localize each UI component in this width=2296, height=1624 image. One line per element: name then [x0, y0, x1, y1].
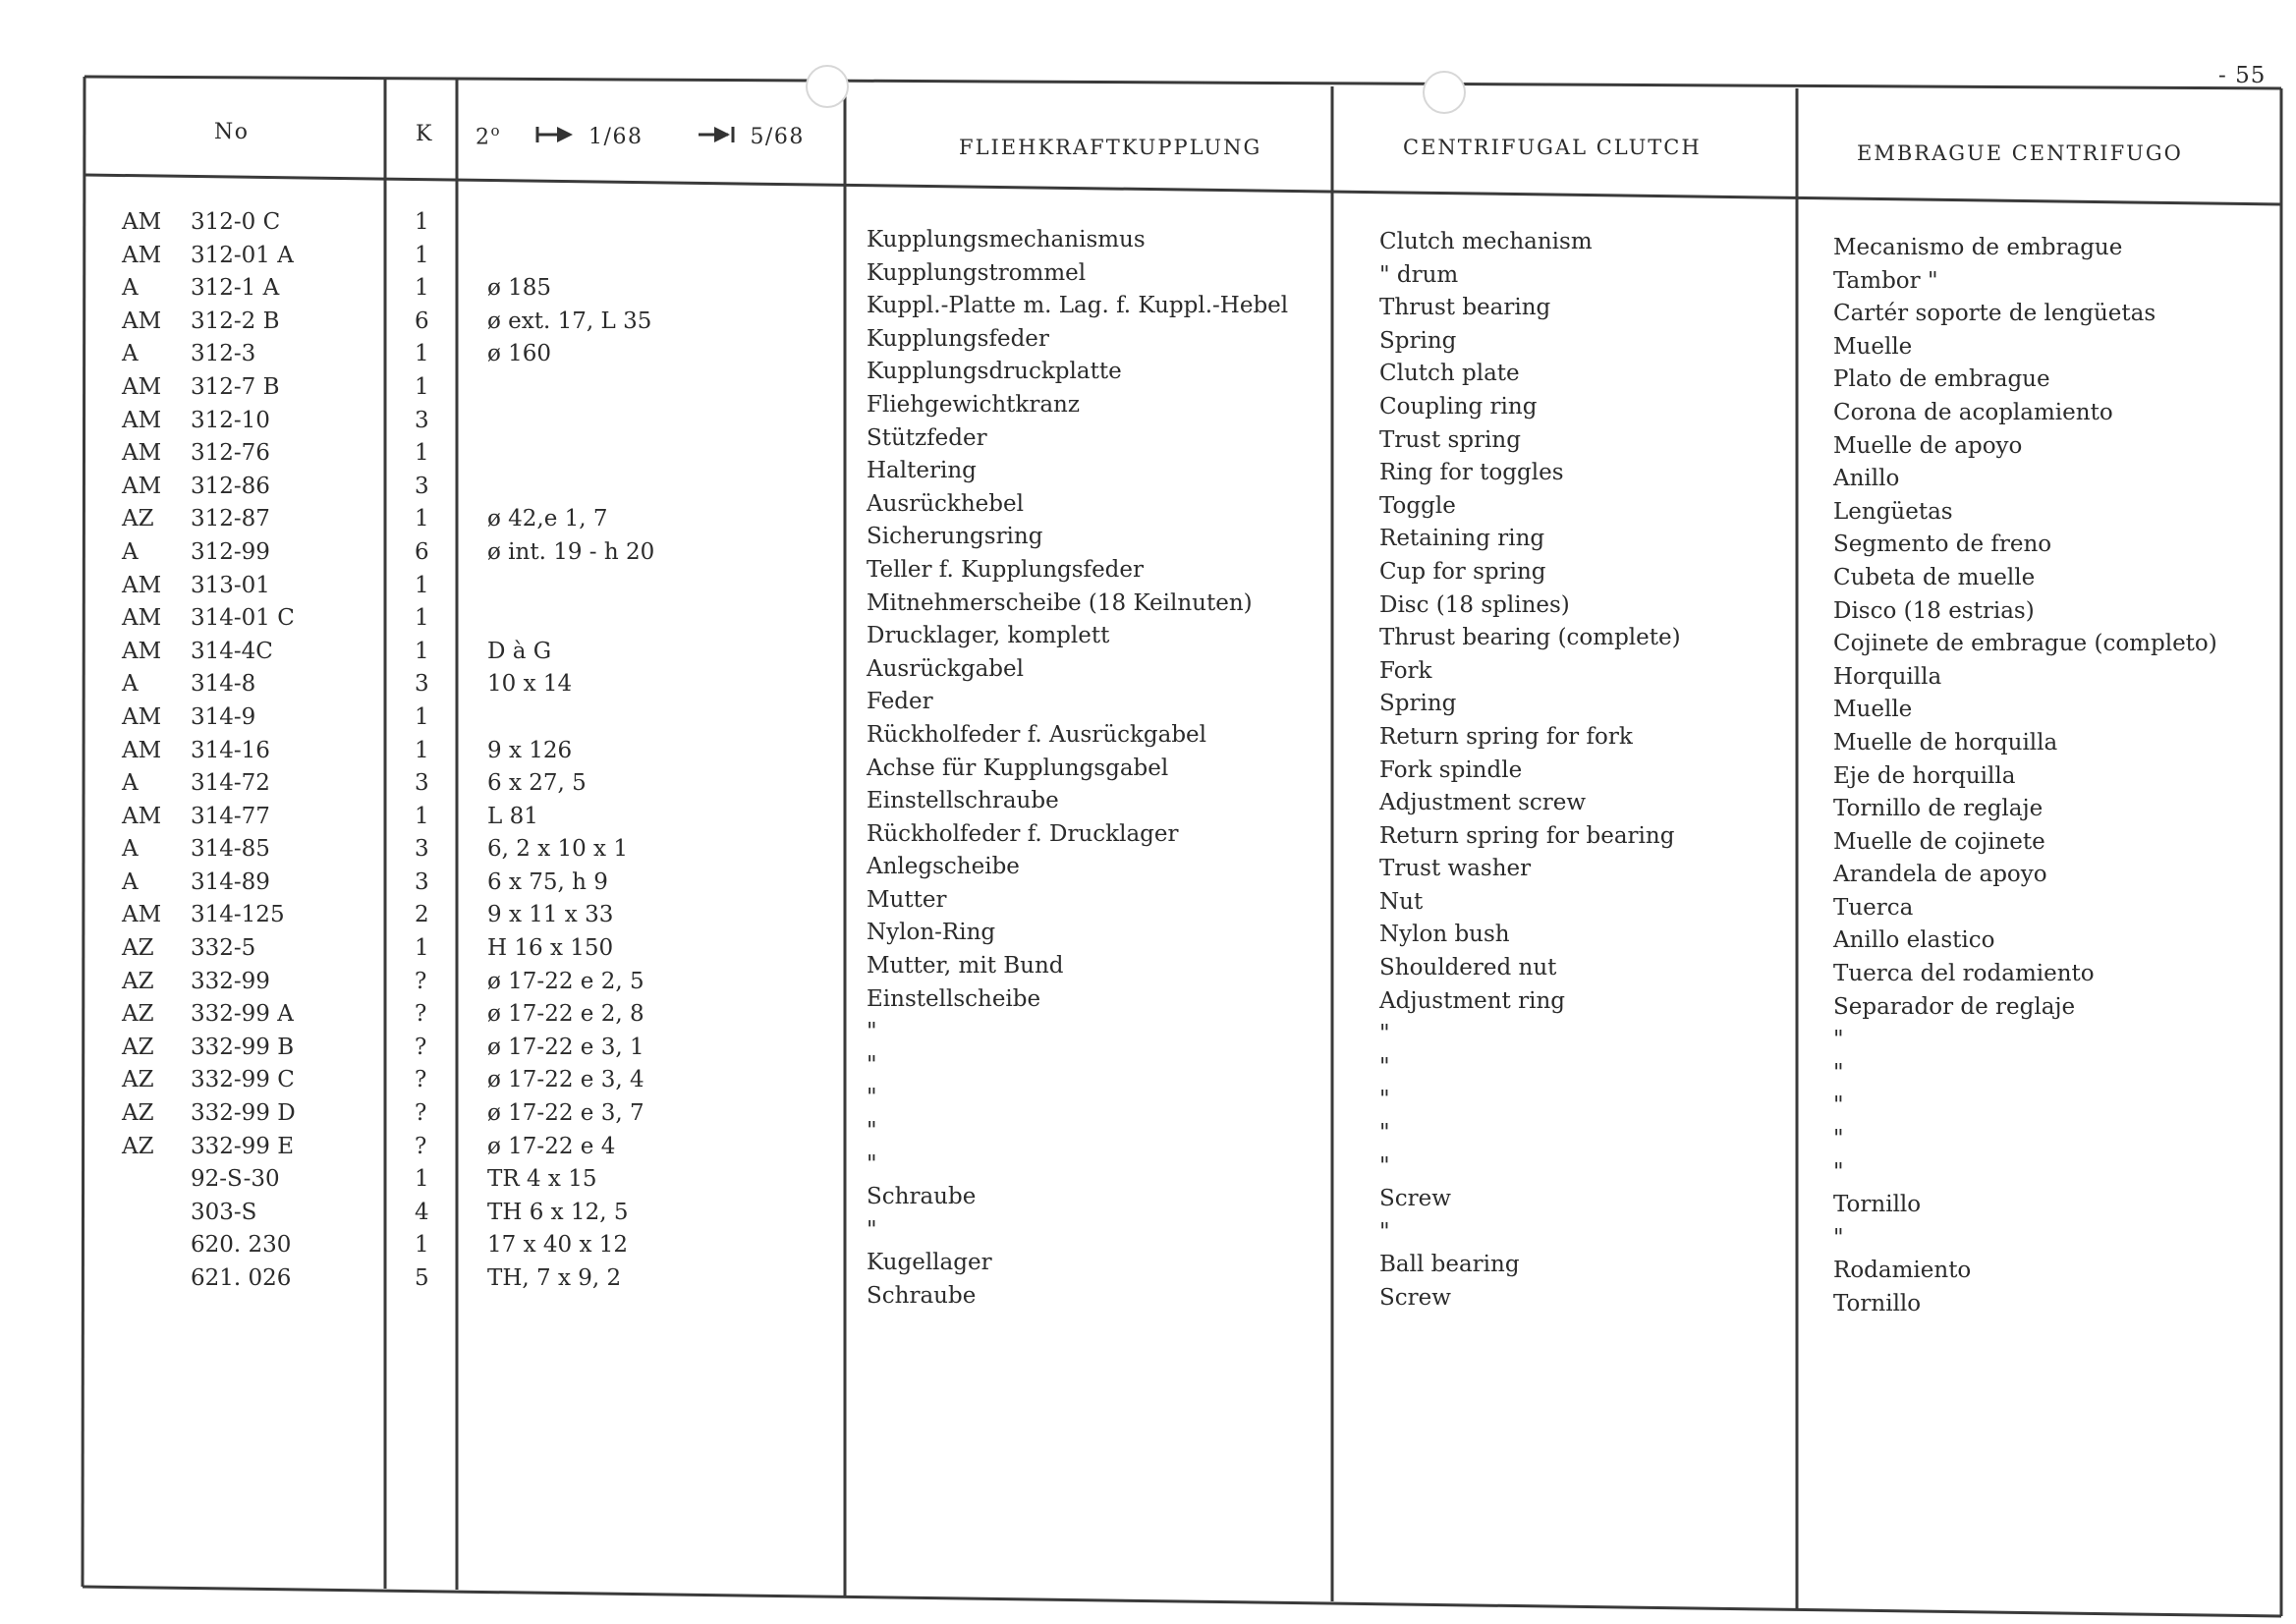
part-prefix: AM [122, 473, 162, 499]
table-row-part-number [122, 867, 296, 900]
part-number: 314-16 [191, 737, 270, 763]
quantity-cell: 4 [415, 1199, 429, 1225]
dimension-cell: D à G [487, 638, 552, 664]
part-number: 314-89 [191, 868, 270, 895]
dimension-cell [487, 437, 654, 471]
english-description: " [1379, 1120, 1390, 1147]
quantity-cell: 1 [415, 703, 429, 730]
german-description: Anlegscheibe [867, 854, 1020, 880]
dimension-cell: 9 x 126 [487, 737, 573, 763]
column-spanish [1833, 232, 2217, 1321]
quantity-cell: 1 [415, 1166, 429, 1193]
part-prefix: A [122, 538, 139, 565]
spanish-description: Plato de embrague [1833, 366, 2050, 393]
spanish-description: " [1833, 1092, 1844, 1119]
table-row-part-number [122, 503, 296, 536]
model-ref-end: 5/68 [750, 125, 805, 150]
english-description: Trust washer [1379, 856, 1532, 882]
german-description: Feder [867, 689, 933, 715]
german-description: Teller f. Kupplungsfeder [867, 556, 1145, 583]
table-row-part-number [122, 735, 296, 768]
german-description: Rückholfeder f. Drucklager [867, 820, 1179, 847]
part-number: 312-2 B [191, 308, 280, 334]
quantity-cell: 1 [415, 572, 429, 598]
quantity-cell: 3 [415, 868, 429, 895]
quantity-cell: 3 [415, 671, 429, 698]
part-prefix: A [122, 671, 139, 698]
english-description: Nut [1379, 888, 1424, 915]
dimension-cell: ø 17-22 e 2, 8 [487, 1001, 644, 1028]
quantity-cell: ? [415, 1067, 427, 1093]
dimension-cell [487, 405, 654, 438]
english-description: Thrust bearing (complete) [1379, 625, 1681, 651]
table-row-part-number [122, 636, 296, 669]
german-description: " [867, 1216, 877, 1243]
quantity-cell: 3 [415, 407, 429, 433]
english-description: Screw [1379, 1186, 1451, 1212]
quantity-cell: 6 [415, 308, 429, 334]
part-number: 312-76 [191, 440, 270, 467]
dimension-cell: ø 160 [487, 341, 552, 367]
dimension-cell: ø 17-22 e 3, 4 [487, 1067, 644, 1093]
quantity-cell: 1 [415, 440, 429, 467]
quantity-cell: 3 [415, 473, 429, 499]
quantity-cell: ? [415, 1034, 427, 1060]
table-row-part-number [122, 371, 296, 405]
table-row-part-number [122, 570, 296, 603]
header-model [476, 122, 805, 151]
table-row-part-number [122, 833, 296, 867]
dimension-cell: ø 185 [487, 275, 552, 302]
part-number: 312-86 [191, 473, 270, 499]
header-bottom-line [84, 175, 2281, 204]
header-spanish: EMBRAGUE CENTRIFUGO [1857, 141, 2183, 165]
german-description: Einstellschraube [867, 788, 1059, 814]
german-description: Kuppl.-Platte m. Lag. f. Kuppl.-Hebel [867, 293, 1289, 319]
english-description: Spring [1379, 327, 1457, 354]
dimension-cell [487, 602, 654, 636]
part-number: 312-7 B [191, 373, 280, 400]
frame-top-line [84, 77, 2281, 88]
dimension-cell [487, 701, 654, 735]
quantity-cell: 5 [415, 1265, 429, 1291]
part-prefix: AM [122, 242, 162, 268]
part-number: 303-S [191, 1199, 257, 1225]
table-row-part-number [122, 437, 296, 471]
part-prefix: AM [122, 703, 162, 730]
table-row-part-number [122, 338, 296, 371]
german-description: " [867, 1019, 877, 1045]
spanish-description: Lengüetas [1833, 498, 1953, 525]
german-description: Stützfeder [867, 424, 987, 451]
english-description: Spring [1379, 691, 1457, 717]
spanish-description: " [1833, 1027, 1844, 1053]
quantity-cell: 1 [415, 803, 429, 829]
german-description: Kupplungsfeder [867, 325, 1049, 352]
header-k: K [416, 122, 433, 146]
dimension-cell: ø 42,e 1, 7 [487, 506, 608, 532]
column-german [867, 224, 1288, 1314]
spanish-description: Muelle de horquilla [1833, 729, 2058, 756]
spanish-description: Tornillo [1833, 1192, 1922, 1218]
part-prefix: AZ [122, 935, 154, 962]
spanish-description: Tuerca del rodamiento [1833, 961, 2095, 987]
german-description: Ausrückgabel [867, 655, 1024, 682]
part-number: 312-99 [191, 538, 270, 565]
dimension-cell [487, 240, 654, 273]
dimension-cell [487, 471, 654, 504]
part-prefix: A [122, 836, 139, 863]
spanish-description: Cubeta de muelle [1833, 564, 2036, 590]
table-row-part-number [122, 306, 296, 339]
dimension-cell: ø int. 19 - h 20 [487, 538, 655, 565]
part-number: 314-4C [191, 638, 273, 664]
spanish-description: " [1833, 1126, 1844, 1152]
model-prefix: 2 [476, 125, 491, 150]
english-description: Clutch plate [1379, 361, 1520, 387]
part-number: 332-5 [191, 935, 256, 962]
part-prefix: AM [122, 803, 162, 829]
table-row-part-number [122, 701, 296, 735]
english-description: Adjustment ring [1379, 987, 1565, 1014]
part-number: 312-10 [191, 407, 270, 433]
table-row-part-number [122, 1262, 296, 1296]
table-row-part-number [122, 206, 296, 240]
english-description: " [1379, 1053, 1390, 1080]
header-german: FLIEHKRAFTKUPPLUNG [959, 136, 1262, 159]
english-description: " [1379, 1218, 1390, 1245]
german-description: Einstellscheibe [867, 985, 1041, 1012]
quantity-cell: 1 [415, 373, 429, 400]
part-prefix: AZ [122, 1001, 154, 1028]
table-row-part-number [122, 1131, 296, 1164]
table-row-part-number [122, 767, 296, 801]
german-description: Kupplungstrommel [867, 259, 1087, 286]
quantity-cell: 3 [415, 770, 429, 797]
part-prefix: AZ [122, 506, 154, 532]
german-description: Schraube [867, 1184, 977, 1210]
header-english: CENTRIFUGAL CLUTCH [1403, 136, 1702, 159]
arrow-end-icon [697, 124, 736, 151]
english-description: Clutch mechanism [1379, 229, 1593, 254]
part-number: 314-8 [191, 671, 256, 698]
page-number: - 55 [2218, 63, 2267, 88]
part-number: 332-99 C [191, 1067, 295, 1093]
table-row-part-number [122, 1064, 296, 1097]
column-english [1379, 226, 1681, 1316]
dimension-cell: TH 6 x 12, 5 [487, 1199, 629, 1225]
dimension-cell: 9 x 11 x 33 [487, 902, 614, 928]
english-description: Thrust bearing [1379, 295, 1551, 321]
german-description: Mutter, mit Bund [867, 953, 1064, 980]
dimension-cell: 6 x 75, h 9 [487, 868, 608, 895]
quantity-cell: 1 [415, 638, 429, 664]
quantity-cell: ? [415, 1133, 427, 1159]
part-number: 314-125 [191, 902, 285, 928]
dimension-cell: TR 4 x 15 [487, 1166, 597, 1193]
spanish-description: Arandela de apoyo [1833, 862, 2047, 888]
german-description: " [867, 1118, 877, 1145]
english-description: Fork [1379, 657, 1432, 684]
part-number: 314-72 [191, 770, 270, 797]
german-description: Sicherungsring [867, 524, 1043, 550]
part-prefix: AM [122, 440, 162, 467]
english-description: Return spring for fork [1379, 723, 1633, 750]
table-row-part-number [122, 668, 296, 701]
part-prefix: A [122, 868, 139, 895]
quantity-cell: ? [415, 968, 427, 994]
part-prefix: AM [122, 605, 162, 632]
spanish-description: Tornillo de reglaje [1833, 796, 2044, 822]
part-number: 314-77 [191, 803, 270, 829]
part-prefix: AM [122, 308, 162, 334]
spanish-description: Corona de acoplamiento [1833, 399, 2113, 425]
german-description: Kugellager [867, 1250, 992, 1276]
spanish-description: Muelle [1833, 697, 1913, 723]
column-dimensions [487, 206, 654, 1296]
quantity-cell: 1 [415, 935, 429, 962]
german-description: Nylon-Ring [867, 920, 996, 946]
english-description: Coupling ring [1379, 393, 1538, 420]
english-description: Toggle [1379, 492, 1456, 519]
spanish-description: Horquilla [1833, 663, 1942, 690]
dimension-cell: 17 x 40 x 12 [487, 1232, 628, 1259]
model-degree: o [490, 122, 502, 140]
dimension-cell [487, 371, 654, 405]
german-description: " [867, 1150, 877, 1177]
frame-left-line [83, 77, 84, 1587]
dimension-cell: ø 17-22 e 4 [487, 1133, 616, 1159]
column-quantity [415, 206, 429, 1296]
english-description: Disc (18 splines) [1379, 591, 1570, 618]
spanish-description: " [1833, 1224, 1844, 1251]
spanish-description: Separador de reglaje [1833, 993, 2076, 1020]
part-number: 313-01 [191, 572, 270, 598]
german-description: " [867, 1085, 877, 1111]
german-description: Rückholfeder f. Ausrückgabel [867, 721, 1207, 748]
part-prefix: AM [122, 407, 162, 433]
part-number: 312-0 C [191, 209, 281, 235]
quantity-cell: 1 [415, 275, 429, 302]
part-prefix: A [122, 770, 139, 797]
german-description: Fliehgewichtkranz [867, 391, 1080, 418]
part-number: 332-99 [191, 968, 270, 994]
spanish-description: " [1833, 1158, 1844, 1185]
spanish-description: Cartér soporte de lengüetas [1833, 301, 2156, 327]
english-description: Ball bearing [1379, 1252, 1520, 1278]
spanish-description: Cojinete de embrague (completo) [1833, 631, 2217, 657]
part-number: 312-1 A [191, 275, 280, 302]
german-description: Achse für Kupplungsgabel [867, 755, 1169, 781]
spanish-description: Tornillo [1833, 1291, 1922, 1316]
table-row-part-number [122, 932, 296, 966]
german-description: Kupplungsdruckplatte [867, 359, 1122, 385]
spanish-description: Tambor " [1833, 267, 1938, 294]
part-number: 314-01 C [191, 605, 295, 632]
table-row-part-number [122, 966, 296, 999]
spanish-description: Segmento de freno [1833, 532, 2052, 558]
dimension-cell: TH, 7 x 9, 2 [487, 1265, 622, 1291]
table-row-part-number [122, 1097, 296, 1131]
german-description: " [867, 1051, 877, 1078]
dimension-cell: ø 17-22 e 3, 1 [487, 1034, 644, 1060]
dimension-cell: 6 x 27, 5 [487, 770, 587, 797]
dimension-cell: ø 17-22 e 3, 7 [487, 1100, 644, 1127]
frame-bottom-line [83, 1587, 2281, 1616]
english-description: Screw [1379, 1285, 1451, 1311]
german-description: Schraube [867, 1283, 977, 1309]
punch-hole [1423, 71, 1466, 114]
arrow-start-icon [535, 124, 575, 151]
german-description: Mutter [867, 886, 947, 913]
part-prefix: AM [122, 572, 162, 598]
english-description: " [1379, 1021, 1390, 1047]
spanish-description: Anillo elastico [1833, 927, 1995, 954]
part-prefix: AM [122, 737, 162, 763]
table-row-part-number [122, 272, 296, 306]
spanish-description: Eje de horquilla [1833, 762, 2016, 789]
quantity-cell: 6 [415, 538, 429, 565]
english-description: Nylon bush [1379, 922, 1510, 948]
part-prefix: AZ [122, 1133, 154, 1159]
english-description: Shouldered nut [1379, 955, 1557, 981]
english-description: " [1379, 1087, 1390, 1113]
quantity-cell: 1 [415, 209, 429, 235]
table-row-part-number [122, 801, 296, 834]
quantity-cell: 1 [415, 506, 429, 532]
spanish-description: Muelle de apoyo [1833, 432, 2023, 459]
header-no: No [214, 120, 250, 144]
german-description: Ausrückhebel [867, 490, 1024, 517]
table-row-part-number [122, 899, 296, 932]
part-prefix: AM [122, 902, 162, 928]
quantity-cell: 2 [415, 902, 429, 928]
part-number: 314-9 [191, 703, 256, 730]
part-prefix: AZ [122, 1067, 154, 1093]
dimension-cell [487, 570, 654, 603]
part-prefix: A [122, 341, 139, 367]
spanish-description: Disco (18 estrias) [1833, 597, 2035, 624]
german-description: Kupplungsmechanismus [867, 227, 1146, 252]
table-row-part-number [122, 998, 296, 1032]
part-number: 92-S-30 [191, 1166, 280, 1193]
english-description: " [1379, 1152, 1390, 1179]
dimension-cell: H 16 x 150 [487, 935, 614, 962]
part-number: 312-87 [191, 506, 270, 532]
part-prefix: AZ [122, 1034, 154, 1060]
english-description: Cup for spring [1379, 558, 1546, 585]
quantity-cell: 1 [415, 1232, 429, 1259]
english-description: Adjustment screw [1379, 790, 1587, 816]
english-description: Trust spring [1379, 426, 1521, 453]
part-prefix: A [122, 275, 139, 302]
part-number: 332-99 B [191, 1034, 295, 1060]
quantity-cell: 1 [415, 341, 429, 367]
table-row-part-number [122, 602, 296, 636]
part-number: 312-01 A [191, 242, 294, 268]
part-prefix: AZ [122, 1100, 154, 1127]
part-prefix: AM [122, 209, 162, 235]
spanish-description: Muelle [1833, 333, 1913, 360]
quantity-cell: 1 [415, 737, 429, 763]
table-row-part-number [122, 1197, 296, 1230]
quantity-cell: 1 [415, 605, 429, 632]
punch-hole [806, 65, 849, 108]
table-row-part-number [122, 405, 296, 438]
quantity-cell: 1 [415, 242, 429, 268]
dimension-cell [487, 206, 654, 240]
part-number: 314-85 [191, 836, 270, 863]
quantity-cell: ? [415, 1100, 427, 1127]
quantity-cell: 3 [415, 836, 429, 863]
table-row-part-number [122, 536, 296, 570]
dimension-cell: 6, 2 x 10 x 1 [487, 836, 628, 863]
quantity-cell: ? [415, 1001, 427, 1028]
dimension-cell: L 81 [487, 803, 538, 829]
english-description: Fork spindle [1379, 756, 1523, 783]
english-description: " drum [1379, 261, 1459, 288]
german-description: Drucklager, komplett [867, 623, 1110, 649]
english-description: Return spring for bearing [1379, 822, 1675, 849]
dimension-cell: ø ext. 17, L 35 [487, 308, 652, 334]
table-row-part-number [122, 1163, 296, 1197]
spanish-description: Rodamiento [1833, 1258, 1972, 1284]
spanish-description: Anillo [1833, 466, 1900, 492]
table-row-part-number [122, 471, 296, 504]
table-row-part-number [122, 1229, 296, 1262]
dimension-cell: ø 17-22 e 2, 5 [487, 968, 644, 994]
part-number: 312-3 [191, 341, 256, 367]
spanish-description: Muelle de cojinete [1833, 828, 2045, 855]
table-row-part-number [122, 1032, 296, 1065]
german-description: Haltering [867, 458, 977, 484]
part-prefix: AM [122, 373, 162, 400]
part-prefix: AZ [122, 968, 154, 994]
english-description: Ring for toggles [1379, 460, 1564, 486]
spanish-description: Mecanismo de embrague [1833, 235, 2123, 260]
part-number: 332-99 E [191, 1133, 295, 1159]
part-number: 620. 230 [191, 1232, 292, 1259]
model-ref-start: 1/68 [588, 125, 644, 150]
part-prefix: AM [122, 638, 162, 664]
column-part-number [122, 206, 296, 1296]
table-row-part-number [122, 240, 296, 273]
part-number: 332-99 D [191, 1100, 296, 1127]
english-description: Retaining ring [1379, 526, 1545, 552]
part-number: 621. 026 [191, 1265, 292, 1291]
spanish-description: " [1833, 1059, 1844, 1086]
spanish-description: Tuerca [1833, 894, 1914, 921]
german-description: Mitnehmerscheibe (18 Keilnuten) [867, 589, 1253, 616]
part-number: 332-99 A [191, 1001, 294, 1028]
dimension-cell: 10 x 14 [487, 671, 573, 698]
